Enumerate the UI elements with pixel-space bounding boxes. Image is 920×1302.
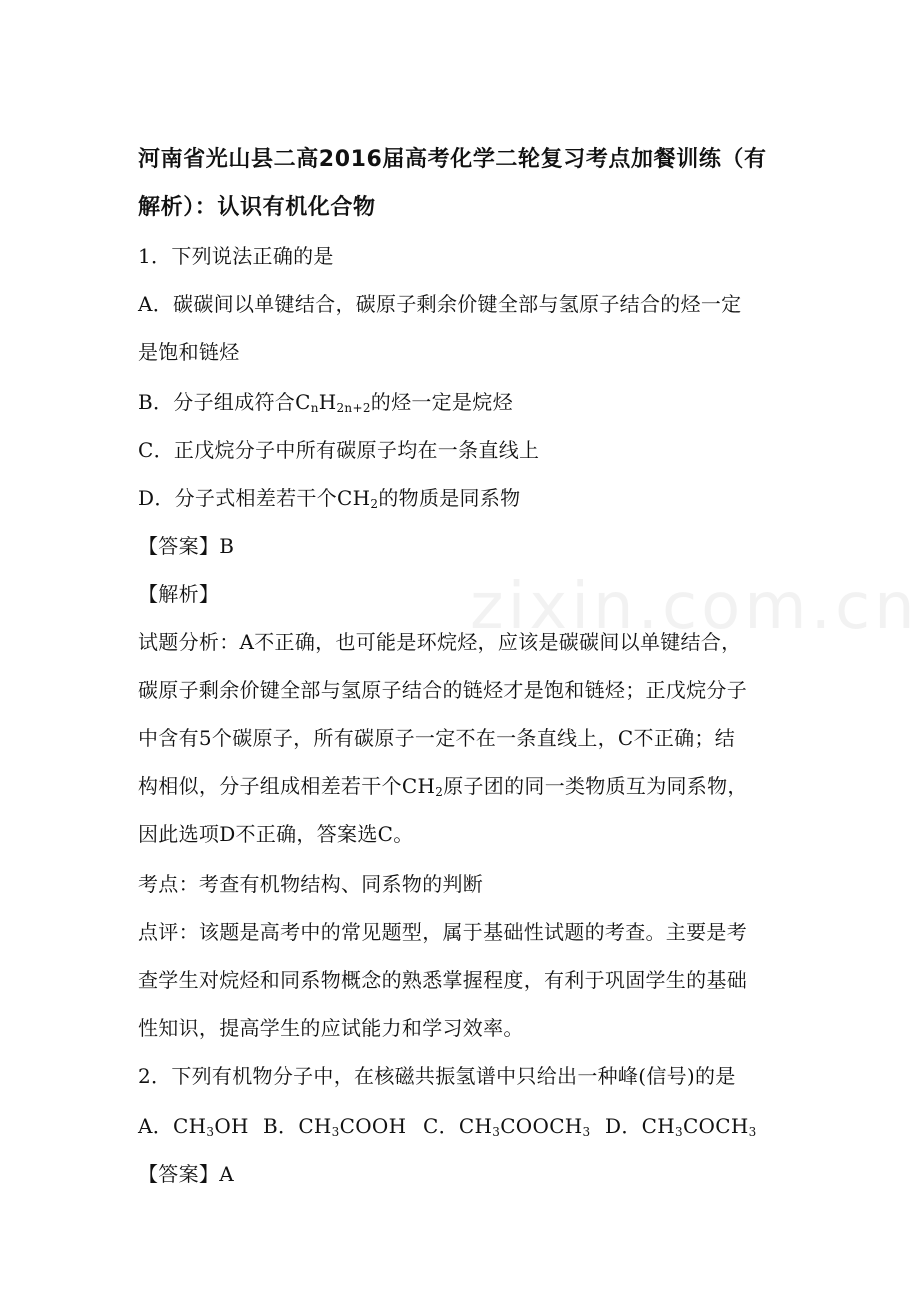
formula-ch: CH	[337, 486, 371, 510]
q2-option-label: D．	[605, 1114, 642, 1138]
q1-analysis-line-3: 中含有5个碳原子，所有碳原子一定不在一条直线上，C不正确；结	[138, 726, 736, 750]
formula-part: OH	[214, 1114, 249, 1138]
q1-analysis-line-4-prefix: 构相似，分子组成相差若干个	[138, 774, 402, 798]
formula-sub-2n2: 2n+2	[336, 401, 371, 415]
formula-part: CH	[173, 1114, 207, 1138]
q1-option-b-suffix: 的烃一定是烷烃	[370, 390, 513, 414]
q1-option-a-line-1: A．碳碳间以单键结合，碳原子剩余价键全部与氢原子结合的烃一定	[138, 292, 742, 316]
formula-sub: 3	[675, 1125, 683, 1139]
formula-sub: 3	[206, 1125, 215, 1139]
formula-ch: CH	[401, 774, 436, 798]
q1-option-b-prefix: B．分子组成符合	[138, 390, 296, 414]
q2-option-label: B．	[263, 1114, 299, 1138]
q1-analysis-heading: 【解析】	[138, 582, 220, 606]
formula-part: COCH	[682, 1114, 749, 1138]
formula-sub: 2	[435, 785, 444, 799]
q1-option-d-prefix: D．分子式相差若干个	[138, 486, 338, 510]
q1-analysis-line-2: 碳原子剩余价键全部与氢原子结合的链烃才是饱和链烃；正戊烷分子	[138, 678, 747, 702]
q1-answer: 【答案】B	[138, 534, 235, 558]
formula-sub: 3	[748, 1125, 757, 1139]
formula-sub-n: n	[310, 401, 319, 415]
q1-analysis-line-1: 试题分析：A不正确，也可能是环烷烃，应该是碳碳间以单键结合，	[138, 630, 742, 654]
formula-part: CH	[641, 1114, 675, 1138]
q2-stem: 2．下列有机物分子中，在核磁共振氢谱中只给出一种峰(信号)的是	[138, 1064, 736, 1088]
q1-dianping-line-3: 性知识，提高学生的应试能力和学习效率。	[138, 1016, 524, 1040]
q2-answer: 【答案】A	[138, 1162, 234, 1186]
q1-analysis-line-4	[138, 772, 748, 800]
formula-sub: 3	[582, 1125, 591, 1139]
q1-kaodian: 考点：考查有机物结构、同系物的判断	[138, 872, 484, 896]
formula-part: COOCH	[500, 1114, 583, 1138]
q1-stem: 1．下列说法正确的是	[138, 244, 334, 268]
q1-dianping-line-1: 点评：该题是高考中的常见题型，属于基础性试题的考查。主要是考	[138, 920, 747, 944]
q2-option-label: C．	[423, 1114, 459, 1138]
formula-c: C	[295, 390, 311, 414]
formula-sub: 2	[370, 497, 379, 511]
doc-title-line-1: 河南省光山县二高2016届高考化学二轮复习考点加餐训练（有	[138, 147, 767, 172]
q1-analysis-line-4-suffix: 原子团的同一类物质互为同系物，	[443, 774, 748, 798]
formula-sub: 3	[492, 1125, 501, 1139]
q1-option-b	[138, 388, 513, 416]
watermark: zixin.com.cn	[470, 570, 919, 644]
q2-options	[138, 1112, 757, 1140]
formula-h: H	[318, 390, 337, 414]
q1-dianping-line-2: 查学生对烷烃和同系物概念的熟悉掌握程度，有利于巩固学生的基础	[138, 968, 747, 992]
q2-option-c	[423, 1112, 605, 1140]
q2-option-d	[605, 1112, 757, 1140]
q2-option-a	[138, 1112, 263, 1140]
formula-part: CH	[458, 1114, 493, 1138]
formula-sub: 3	[331, 1125, 340, 1139]
formula-part: CH	[298, 1114, 332, 1138]
q1-option-c: C．正戊烷分子中所有碳原子均在一条直线上	[138, 438, 540, 462]
doc-title-line-2: 解析）：认识有机化合物	[138, 195, 376, 220]
q2-option-b	[263, 1112, 423, 1140]
q1-option-a-line-2: 是饱和链烃	[138, 340, 240, 364]
q1-option-d	[138, 484, 520, 512]
q1-option-d-suffix: 的物质是同系物	[378, 486, 521, 510]
q1-analysis-line-5: 因此选项D不正确，答案选C。	[138, 822, 414, 846]
formula-part: COOH	[339, 1114, 407, 1138]
q2-option-label: A．	[138, 1114, 174, 1138]
